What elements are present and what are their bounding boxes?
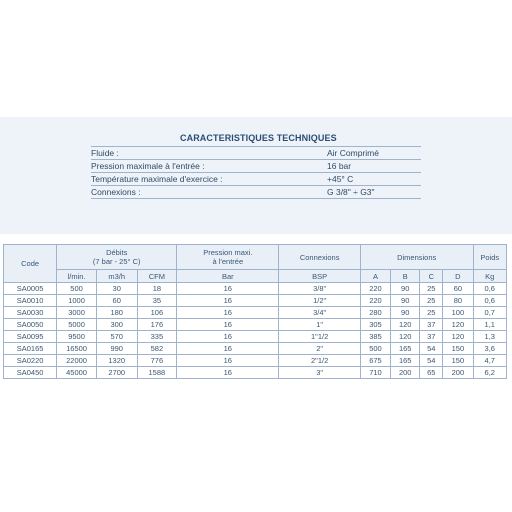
cell-dim-c: 54 — [420, 343, 443, 355]
header-poids: Poids — [473, 245, 506, 270]
cell-m3h: 2700 — [96, 367, 137, 379]
cell-m3h: 30 — [96, 283, 137, 295]
subheader-kg: Kg — [473, 270, 506, 283]
products-table — [3, 244, 507, 379]
cell-bar: 16 — [177, 331, 279, 343]
header-debits: Débits (7 bar - 25° C) — [57, 245, 177, 270]
cell-kg: 0,6 — [473, 283, 506, 295]
cell-bsp: 1"1/2 — [279, 331, 360, 343]
subheader-bar: Bar — [177, 270, 279, 283]
cell-kg: 6,2 — [473, 367, 506, 379]
cell-dim-b: 165 — [391, 355, 420, 367]
cell-dim-d: 120 — [443, 319, 473, 331]
spec-label: Température maximale d'exercice : — [91, 174, 223, 184]
cell-m3h: 60 — [96, 295, 137, 307]
cell-kg: 3,6 — [473, 343, 506, 355]
cell-bsp: 1/2" — [279, 295, 360, 307]
subheader-bsp: BSP — [279, 270, 360, 283]
table-row — [4, 355, 507, 367]
cell-m3h: 1320 — [96, 355, 137, 367]
table-row — [4, 307, 507, 319]
cell-kg: 4,7 — [473, 355, 506, 367]
cell-m3h: 990 — [96, 343, 137, 355]
cell-cfm: 18 — [137, 283, 177, 295]
table-row — [4, 283, 507, 295]
cell-cfm: 106 — [137, 307, 177, 319]
cell-bar: 16 — [177, 283, 279, 295]
cell-dim-d: 80 — [443, 295, 473, 307]
cell-bsp: 3" — [279, 367, 360, 379]
cell-bsp: 2" — [279, 343, 360, 355]
cell-dim-b: 200 — [391, 367, 420, 379]
cell-dim-c: 25 — [420, 307, 443, 319]
cell-bar: 16 — [177, 307, 279, 319]
cell-bsp: 3/4" — [279, 307, 360, 319]
spec-label: Fluide : — [91, 148, 119, 158]
cell-lmin: 45000 — [57, 367, 97, 379]
cell-lmin: 500 — [57, 283, 97, 295]
subheader-cfm: CFM — [137, 270, 177, 283]
cell-dim-b: 90 — [391, 283, 420, 295]
cell-dim-a: 220 — [360, 295, 390, 307]
cell-m3h: 570 — [96, 331, 137, 343]
spec-row-connexions — [91, 186, 421, 199]
spec-value: +45° C — [327, 174, 354, 184]
cell-bsp: 2"1/2 — [279, 355, 360, 367]
cell-kg: 0,7 — [473, 307, 506, 319]
cell-code: SA0010 — [4, 295, 57, 307]
cell-bar: 16 — [177, 367, 279, 379]
cell-bar: 16 — [177, 355, 279, 367]
cell-m3h: 300 — [96, 319, 137, 331]
cell-bar: 16 — [177, 319, 279, 331]
spec-label: Pression maximale à l'entrée : — [91, 161, 205, 171]
header-pression: Pression maxi. à l'entrée — [177, 245, 279, 270]
cell-dim-c: 37 — [420, 319, 443, 331]
cell-dim-c: 25 — [420, 283, 443, 295]
subheader-m3h: m3/h — [96, 270, 137, 283]
spec-value: G 3/8" ÷ G3" — [327, 187, 375, 197]
spec-value: 16 bar — [327, 161, 352, 171]
header-code: Code — [4, 245, 57, 283]
spec-row-pression — [91, 160, 421, 173]
table-row — [4, 319, 507, 331]
table-row — [4, 331, 507, 343]
cell-dim-c: 65 — [420, 367, 443, 379]
cell-dim-d: 150 — [443, 355, 473, 367]
cell-lmin: 9500 — [57, 331, 97, 343]
cell-code: SA0220 — [4, 355, 57, 367]
table-row — [4, 367, 507, 379]
cell-dim-a: 385 — [360, 331, 390, 343]
cell-bsp: 1" — [279, 319, 360, 331]
spec-row-fluide — [91, 147, 421, 160]
cell-cfm: 582 — [137, 343, 177, 355]
header-dimensions: Dimensions — [360, 245, 473, 270]
cell-dim-a: 280 — [360, 307, 390, 319]
cell-dim-a: 305 — [360, 319, 390, 331]
cell-dim-c: 54 — [420, 355, 443, 367]
cell-cfm: 1588 — [137, 367, 177, 379]
cell-cfm: 176 — [137, 319, 177, 331]
spec-label: Connexions : — [91, 187, 141, 197]
cell-dim-b: 90 — [391, 295, 420, 307]
cell-dim-c: 37 — [420, 331, 443, 343]
cell-lmin: 1000 — [57, 295, 97, 307]
cell-code: SA0450 — [4, 367, 57, 379]
cell-code: SA0165 — [4, 343, 57, 355]
cell-cfm: 35 — [137, 295, 177, 307]
spec-row-temperature — [91, 173, 421, 186]
cell-dim-b: 120 — [391, 331, 420, 343]
cell-bar: 16 — [177, 295, 279, 307]
header-connexions: Connexions — [279, 245, 360, 270]
cell-dim-d: 60 — [443, 283, 473, 295]
subheader-b: B — [391, 270, 420, 283]
subheader-lmin: l/min. — [57, 270, 97, 283]
cell-code: SA0005 — [4, 283, 57, 295]
cell-dim-a: 675 — [360, 355, 390, 367]
subheader-d: D — [443, 270, 473, 283]
cell-lmin: 5000 — [57, 319, 97, 331]
spec-value: Air Comprimé — [327, 148, 379, 158]
cell-dim-d: 120 — [443, 331, 473, 343]
cell-dim-a: 710 — [360, 367, 390, 379]
cell-dim-a: 220 — [360, 283, 390, 295]
cell-dim-c: 25 — [420, 295, 443, 307]
table-row — [4, 295, 507, 307]
cell-m3h: 180 — [96, 307, 137, 319]
cell-code: SA0095 — [4, 331, 57, 343]
cell-bar: 16 — [177, 343, 279, 355]
cell-dim-d: 100 — [443, 307, 473, 319]
cell-dim-b: 120 — [391, 319, 420, 331]
cell-dim-d: 200 — [443, 367, 473, 379]
cell-lmin: 3000 — [57, 307, 97, 319]
cell-code: SA0030 — [4, 307, 57, 319]
cell-lmin: 16500 — [57, 343, 97, 355]
cell-dim-b: 165 — [391, 343, 420, 355]
cell-dim-d: 150 — [443, 343, 473, 355]
cell-bsp: 3/8" — [279, 283, 360, 295]
cell-kg: 1,3 — [473, 331, 506, 343]
table-body — [4, 283, 507, 379]
specs-title: CARACTERISTIQUES TECHNIQUES — [180, 133, 337, 143]
cell-kg: 1,1 — [473, 319, 506, 331]
cell-dim-b: 90 — [391, 307, 420, 319]
subheader-a: A — [360, 270, 390, 283]
cell-code: SA0050 — [4, 319, 57, 331]
cell-cfm: 335 — [137, 331, 177, 343]
cell-lmin: 22000 — [57, 355, 97, 367]
cell-kg: 0,6 — [473, 295, 506, 307]
table-row — [4, 343, 507, 355]
cell-dim-a: 500 — [360, 343, 390, 355]
subheader-c: C — [420, 270, 443, 283]
cell-cfm: 776 — [137, 355, 177, 367]
